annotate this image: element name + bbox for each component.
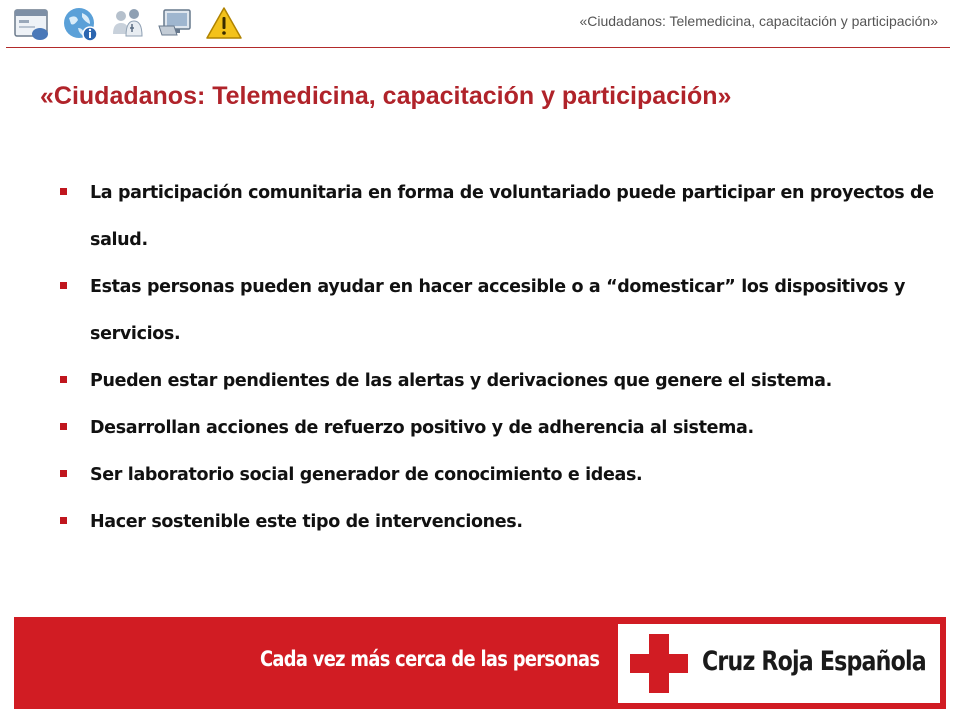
list-item — [60, 405, 950, 452]
header-divider — [6, 47, 950, 48]
window-app-icon — [12, 4, 52, 44]
bullet-marker — [60, 517, 67, 524]
bullet-marker — [60, 376, 67, 383]
bullet-marker — [60, 423, 67, 430]
bullet-marker — [60, 282, 67, 289]
red-cross-icon — [628, 632, 690, 695]
bullet-text: Desarrollan acciones de refuerzo positivo y de adherencia al sistema. — [90, 418, 754, 438]
list-item — [60, 170, 950, 264]
bullet-text: Ser laboratorio social generador de conocimiento e ideas. — [90, 465, 643, 485]
monitor-laptop-icon — [156, 4, 196, 44]
bullet-text: Hacer sostenible este tipo de intervenciones. — [90, 512, 523, 532]
list-item — [60, 358, 950, 405]
list-item — [60, 452, 950, 499]
logo-text: Cruz Roja Española — [702, 646, 926, 677]
medical-people-icon — [108, 4, 148, 44]
header-title: «Ciudadanos: Telemedicina, capacitación y participación» — [579, 13, 938, 29]
globe-info-icon — [60, 4, 100, 44]
bullet-marker — [60, 188, 67, 195]
bullet-text: Pueden estar pendientes de las alertas y derivaciones que genere el sistema. — [90, 371, 832, 391]
warning-icon — [204, 4, 244, 44]
cruz-roja-logo — [616, 622, 942, 705]
footer-slogan: Cada vez más cerca de las personas — [260, 647, 600, 671]
list-item — [60, 499, 950, 546]
bullet-text: La participación comunitaria en forma de voluntariado puede participar en proyectos de salud. — [90, 183, 934, 250]
slide-title: «Ciudadanos: Telemedicina, capacitación y participación» — [40, 82, 732, 110]
list-item — [60, 264, 950, 358]
bullet-list — [60, 170, 950, 546]
header-icon-bar — [12, 4, 244, 44]
bullet-marker — [60, 470, 67, 477]
bullet-text: Estas personas pueden ayudar en hacer accesible o a “domesticar” los dispositivos y servicios. — [90, 277, 906, 344]
